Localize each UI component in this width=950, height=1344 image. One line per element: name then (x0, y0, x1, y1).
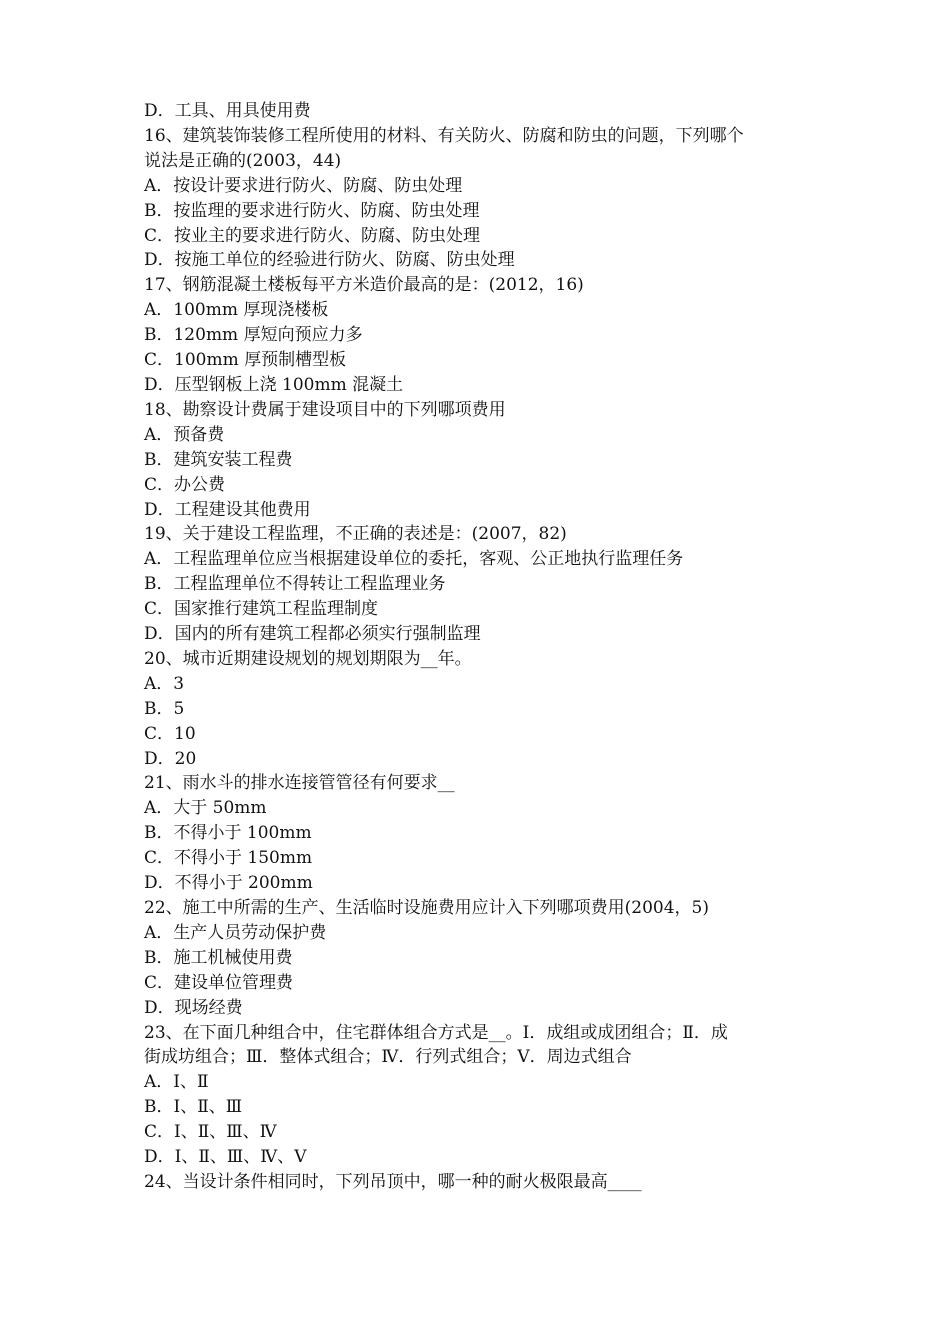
option-line: B．不得小于 100mm (144, 823, 312, 844)
question-line: 说法是正确的(2003，44) (144, 150, 342, 171)
option-line: A．工程监理单位应当根据建设单位的委托，客观、公正地执行监理任务 (144, 549, 684, 570)
option-line: D．Ⅰ、Ⅱ、Ⅲ、Ⅳ、Ⅴ (144, 1147, 307, 1168)
question-line: 23、在下面几种组合中，住宅群体组合方式是__。Ⅰ．成组或成团组合；Ⅱ．成 (144, 1022, 728, 1043)
question-line: 22、施工中所需的生产、生活临时设施费用应计入下列哪项费用(2004，5) (144, 898, 709, 918)
option-line: B．工程监理单位不得转让工程监理业务 (144, 574, 446, 595)
option-line: A．100mm 厚现浇楼板 (144, 300, 329, 321)
option-line: D．工程建设其他费用 (144, 499, 311, 520)
question-line: 17、钢筋混凝土楼板每平方米造价最高的是：(2012，16) (144, 275, 584, 296)
option-line: D．压型钢板上浇 100mm 混凝土 (144, 374, 404, 395)
question-line: 24、当设计条件相同时，下列吊顶中，哪一种的耐火极限最高____ (144, 1171, 642, 1192)
document-body (144, 99, 824, 1195)
question-line: 21、雨水斗的排水连接管管径有何要求__ (144, 773, 455, 794)
option-line: C．办公费 (144, 474, 226, 495)
question-line: 街成坊组合；Ⅲ．整体式组合；Ⅳ．行列式组合；Ⅴ．周边式组合 (144, 1047, 632, 1068)
option-line: C．100mm 厚预制槽型板 (144, 350, 347, 371)
option-line: B．按监理的要求进行防火、防腐、防虫处理 (144, 200, 480, 221)
option-line: A．预备费 (144, 424, 225, 445)
option-line: D．国内的所有建筑工程都必须实行强制监理 (144, 624, 481, 645)
question-line: 18、勘察设计费属于建设项目中的下列哪项费用 (144, 399, 506, 420)
question-line: 20、城市近期建设规划的规划期限为__年。 (144, 648, 472, 669)
option-line: B．建筑安装工程费 (144, 449, 293, 470)
option-line: A．Ⅰ、Ⅱ (144, 1072, 209, 1093)
option-line: D．工具、用具使用费 (144, 101, 311, 121)
option-line: D．20 (144, 748, 197, 769)
option-line: D．现场经费 (144, 997, 243, 1018)
option-line: A．按设计要求进行防火、防腐、防虫处理 (144, 175, 463, 196)
option-line: D．按施工单位的经验进行防火、防腐、防虫处理 (144, 250, 515, 271)
option-line: A．生产人员劳动保护费 (144, 922, 327, 943)
question-line: 16、建筑装饰装修工程所使用的材料、有关防火、防腐和防虫的问题，下列哪个 (144, 125, 744, 146)
option-line: C．Ⅰ、Ⅱ、Ⅲ、Ⅳ (144, 1122, 277, 1143)
option-line: B．Ⅰ、Ⅱ、Ⅲ (144, 1097, 243, 1118)
option-line: A．大于 50mm (144, 798, 267, 819)
option-line: A．3 (144, 673, 185, 694)
option-line: C．按业主的要求进行防火、防腐、防虫处理 (144, 225, 481, 246)
option-line: C．不得小于 150mm (144, 848, 313, 869)
option-line: B．5 (144, 698, 185, 719)
option-line: C．国家推行建筑工程监理制度 (144, 599, 379, 620)
option-line: C．10 (144, 723, 196, 744)
option-line: B．120mm 厚短向预应力多 (144, 325, 363, 346)
option-line: D．不得小于 200mm (144, 873, 313, 894)
option-line: B．施工机械使用费 (144, 947, 293, 968)
question-line: 19、关于建设工程监理，不正确的表述是：(2007，82) (144, 524, 567, 545)
option-line: C．建设单位管理费 (144, 972, 294, 993)
